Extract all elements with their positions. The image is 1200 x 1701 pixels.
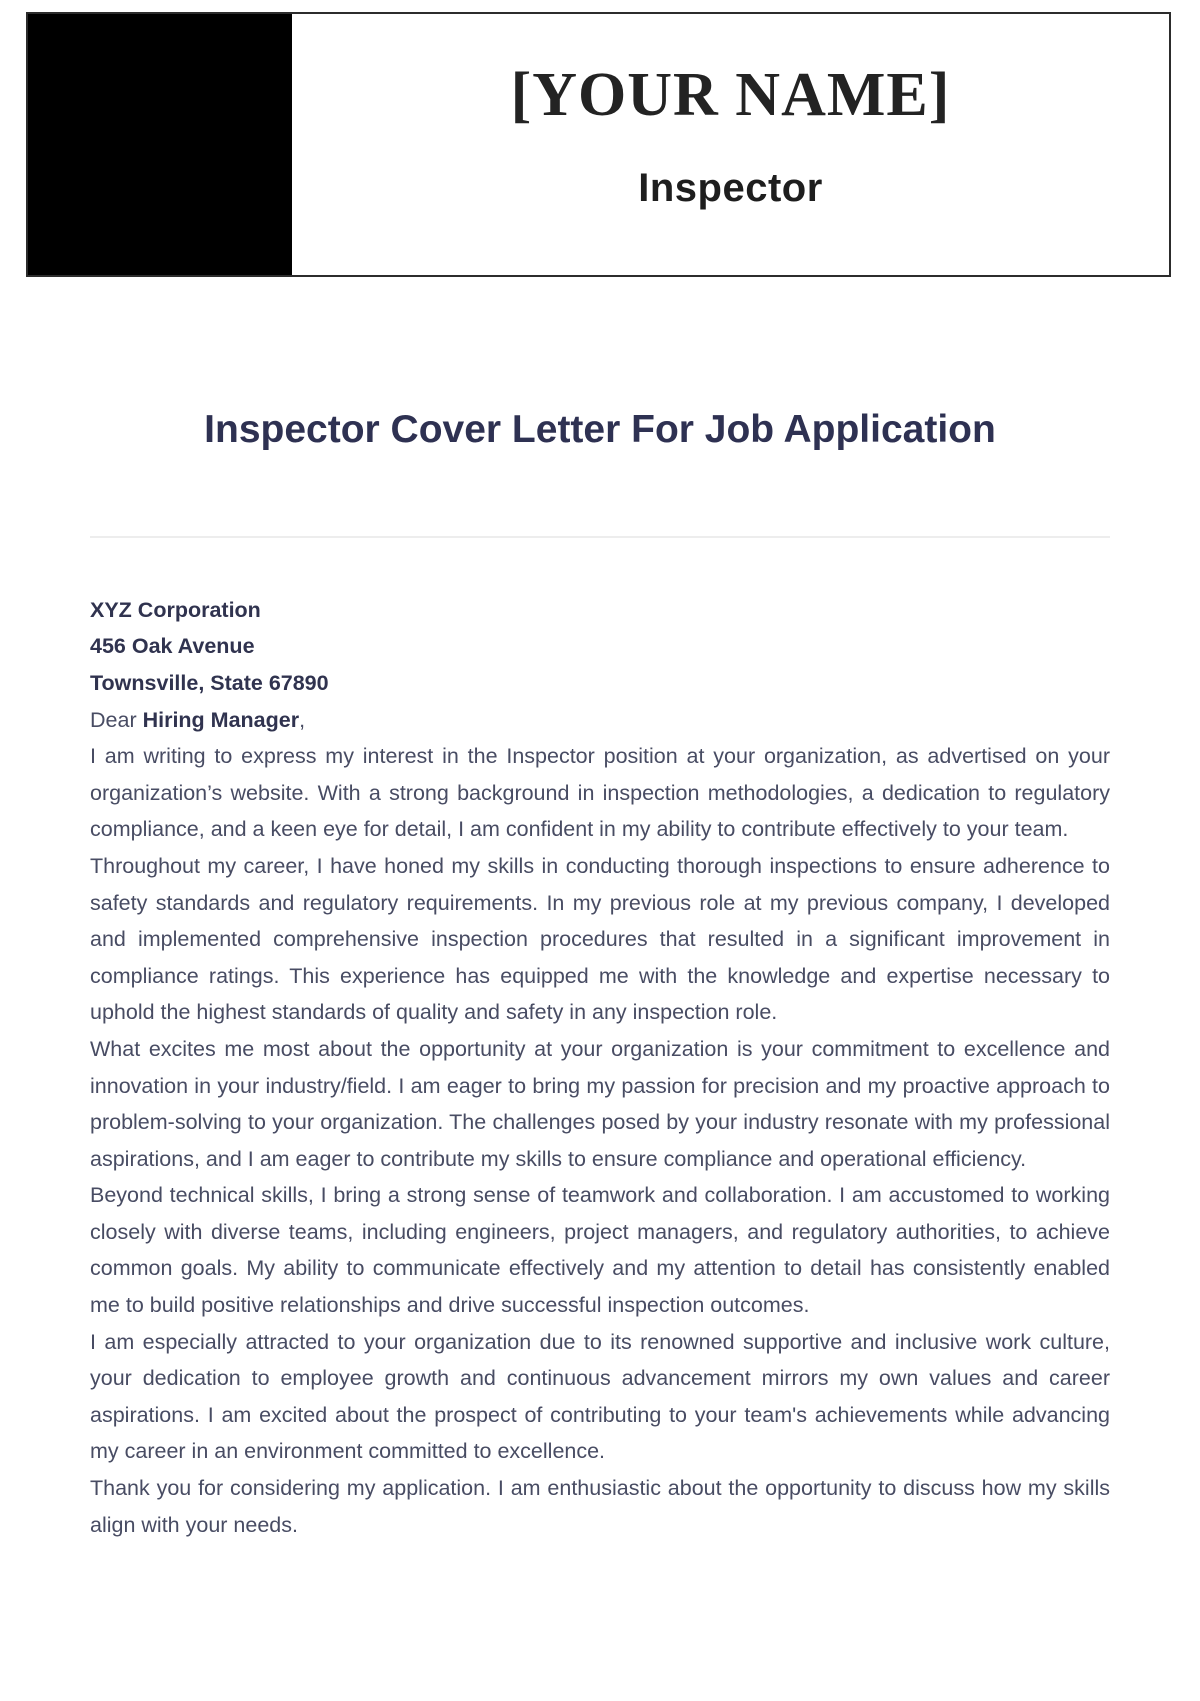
paragraph-culture: I am especially attracted to your organization due to its renowned supportive and inclusive work culture, your dedication to employee growth and continuous advancement mirrors my own values and career aspirations. I am excited about the prospect of contributing to your team's achievements while advancing my career in an environment committed to excellence. <box>90 1329 1110 1464</box>
salutation-suffix: , <box>299 707 306 732</box>
page-title: Inspector Cover Letter For Job Application <box>204 408 996 451</box>
divider <box>90 536 1110 538</box>
paragraph-teamwork: Beyond technical skills, I bring a strong sense of teamwork and collaboration. I am accustomed to working closely with diverse teams, including engineers, project managers, and regulatory authorities, to achieve common goals. My ability to communicate effectively and my attention to detail has consistently enabled me to build positive relationships and drive successful inspection outcomes. <box>90 1183 1110 1318</box>
salutation <box>90 702 1110 739</box>
applicant-name-placeholder: [YOUR NAME] <box>510 61 951 129</box>
recipient-address-line2: Townsville, State 67890 <box>90 670 329 695</box>
letter-body <box>90 592 1110 1543</box>
salutation-prefix: Dear <box>90 707 143 732</box>
recipient-company: XYZ Corporation <box>90 597 261 622</box>
recipient-address-line1: 456 Oak Avenue <box>90 634 255 659</box>
paragraph-closing-partial: Thank you for considering my application. I am enthusiastic about the opportunity to discuss how my skills align with your needs. <box>90 1476 1110 1537</box>
paragraph-experience: Throughout my career, I have honed my skills in conducting thorough inspections to ensure adherence to safety standards and regulatory requirements. In my previous role at my previous company, I developed and implemented comprehensive inspection procedures that resulted in a significant improvement in compliance ratings. This experience has equipped me with the knowledge and expertise necessary to uphold the highest standards of quality and safety in any inspection role. <box>90 853 1110 1025</box>
letter-header <box>26 12 1171 277</box>
header-black-block <box>28 14 292 275</box>
letter-content <box>90 407 1110 1543</box>
applicant-role: Inspector <box>638 166 823 210</box>
paragraph-intro: I am writing to express my interest in the Inspector position at your organization, as advertised on your organization’s website. With a strong background in inspection methodologies, a dedication to regulatory compliance, and a keen eye for detail, I am confident in my ability to contribute effectively to your team. <box>90 744 1110 842</box>
header-text-area <box>292 14 1169 275</box>
paragraph-motivation: What excites me most about the opportunity at your organization is your commitment to excellence and innovation in your industry/field. I am eager to bring my passion for precision and my proactive approach to problem-solving to your organization. The challenges posed by your industry resonate with my professional aspirations, and I am eager to contribute my skills to ensure compliance and operational efficiency. <box>90 1036 1110 1171</box>
salutation-recipient: Hiring Manager <box>142 707 300 732</box>
